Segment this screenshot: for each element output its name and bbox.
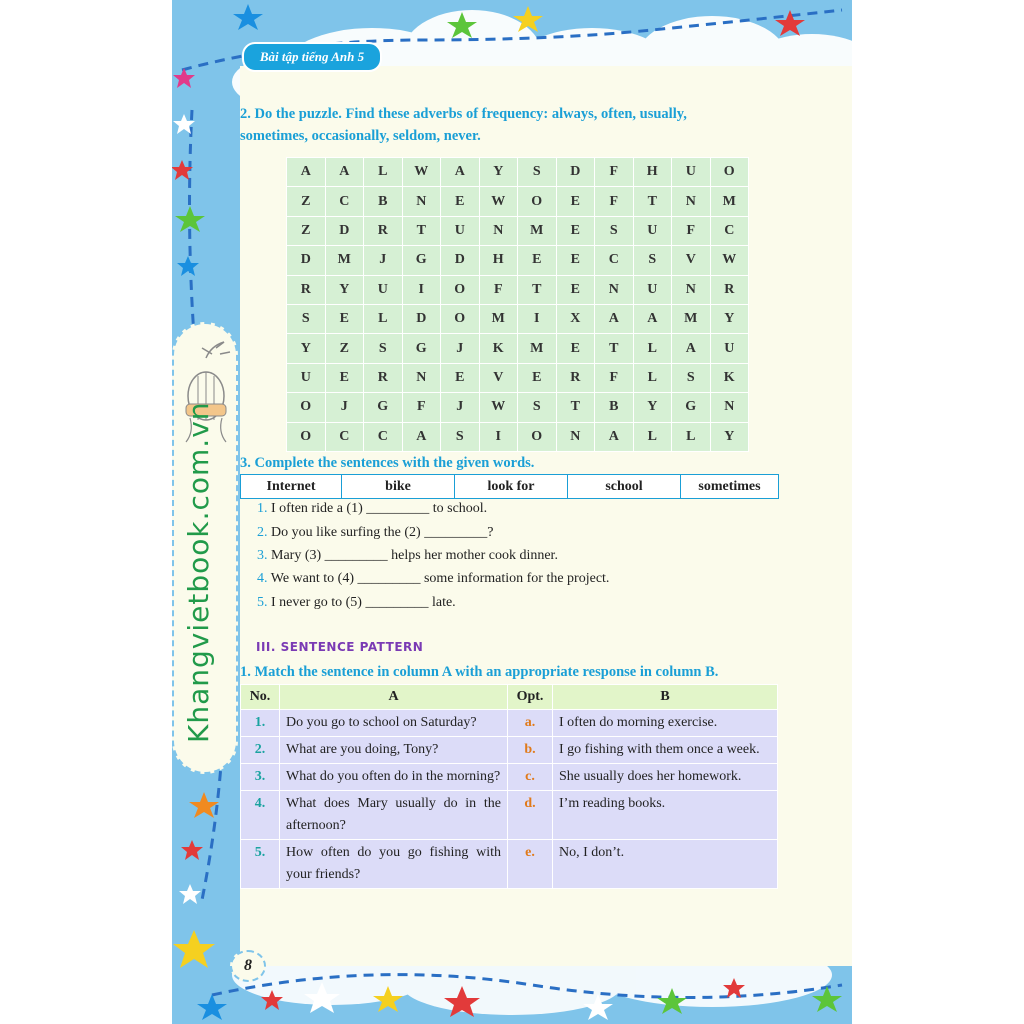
grid-cell: I bbox=[479, 422, 518, 451]
sentence-number: 1. bbox=[257, 501, 268, 516]
row-number: 3. bbox=[241, 764, 280, 791]
grid-cell: S bbox=[364, 334, 403, 363]
sentence-item bbox=[257, 548, 558, 564]
grid-cell: T bbox=[556, 393, 595, 422]
table-row bbox=[241, 710, 778, 737]
grid-cell: S bbox=[441, 422, 480, 451]
grid-cell: L bbox=[633, 422, 672, 451]
grid-cell: H bbox=[479, 246, 518, 275]
grid-cell: G bbox=[402, 246, 441, 275]
grid-cell: R bbox=[287, 275, 326, 304]
option-letter: a. bbox=[508, 710, 553, 737]
grid-cell: C bbox=[595, 246, 634, 275]
row-number: 5. bbox=[241, 840, 280, 889]
grid-cell: U bbox=[633, 216, 672, 245]
grid-cell: L bbox=[633, 363, 672, 392]
sentence-number: 5. bbox=[257, 595, 268, 610]
grid-cell: N bbox=[672, 275, 711, 304]
grid-cell: B bbox=[595, 393, 634, 422]
grid-cell: Y bbox=[710, 304, 749, 333]
grid-row bbox=[287, 363, 749, 392]
word-bank-item: Internet bbox=[241, 475, 342, 499]
grid-cell: L bbox=[633, 334, 672, 363]
grid-cell: G bbox=[364, 393, 403, 422]
grid-cell: C bbox=[364, 422, 403, 451]
grid-cell: T bbox=[518, 275, 557, 304]
grid-cell: E bbox=[518, 246, 557, 275]
column-b-text: I’m reading books. bbox=[553, 791, 778, 840]
star-icon bbox=[179, 884, 201, 904]
grid-cell: M bbox=[672, 304, 711, 333]
star-icon bbox=[173, 930, 215, 968]
grid-cell: A bbox=[402, 422, 441, 451]
word-bank-item: school bbox=[568, 475, 681, 499]
grid-cell: O bbox=[710, 158, 749, 187]
grid-cell: V bbox=[672, 246, 711, 275]
grid-cell: N bbox=[402, 187, 441, 216]
col-header-a: A bbox=[280, 685, 508, 710]
match-title: 1. Match the sentence in column A with an appropriate response in column B. bbox=[240, 664, 719, 680]
table-row bbox=[241, 764, 778, 791]
grid-cell: S bbox=[518, 393, 557, 422]
complete-title: 3. Complete the sentences with the given words. bbox=[240, 455, 535, 471]
grid-cell: E bbox=[441, 187, 480, 216]
grid-cell: A bbox=[287, 158, 326, 187]
grid-cell: F bbox=[479, 275, 518, 304]
grid-cell: N bbox=[556, 422, 595, 451]
grid-cell: Y bbox=[633, 393, 672, 422]
row-number: 2. bbox=[241, 737, 280, 764]
grid-cell: Y bbox=[710, 422, 749, 451]
column-a-text: What do you often do in the morning? bbox=[280, 764, 508, 791]
word-bank-item: sometimes bbox=[681, 475, 779, 499]
grid-cell: M bbox=[710, 187, 749, 216]
grid-cell: O bbox=[518, 187, 557, 216]
grid-cell: W bbox=[479, 187, 518, 216]
sentence-number: 3. bbox=[257, 548, 268, 563]
table-row bbox=[241, 840, 778, 889]
column-a-text: What does Mary usually do in the afternoon? bbox=[280, 791, 508, 840]
grid-cell: D bbox=[556, 158, 595, 187]
grid-row bbox=[287, 158, 749, 187]
sentence-item bbox=[257, 501, 487, 517]
grid-cell: S bbox=[595, 216, 634, 245]
grid-cell: B bbox=[364, 187, 403, 216]
option-letter: e. bbox=[508, 840, 553, 889]
grid-cell: M bbox=[518, 334, 557, 363]
grid-cell: W bbox=[710, 246, 749, 275]
grid-cell: M bbox=[479, 304, 518, 333]
grid-cell: U bbox=[633, 275, 672, 304]
option-letter: c. bbox=[508, 764, 553, 791]
grid-cell: J bbox=[441, 393, 480, 422]
grid-cell: U bbox=[672, 158, 711, 187]
grid-row bbox=[287, 304, 749, 333]
grid-cell: E bbox=[556, 334, 595, 363]
grid-cell: C bbox=[325, 187, 364, 216]
grid-cell: T bbox=[633, 187, 672, 216]
grid-cell: M bbox=[518, 216, 557, 245]
grid-cell: U bbox=[441, 216, 480, 245]
table-row bbox=[241, 791, 778, 840]
column-b-text: I often do morning exercise. bbox=[553, 710, 778, 737]
grid-cell: C bbox=[710, 216, 749, 245]
grid-cell: R bbox=[556, 363, 595, 392]
grid-cell: I bbox=[402, 275, 441, 304]
sentence-item bbox=[257, 571, 609, 587]
grid-cell: E bbox=[518, 363, 557, 392]
workbook-page bbox=[172, 0, 852, 1024]
sentence-text: Do you like surfing the (2) _________? bbox=[271, 525, 494, 540]
option-letter: b. bbox=[508, 737, 553, 764]
column-b-text: No, I don’t. bbox=[553, 840, 778, 889]
grid-cell: G bbox=[402, 334, 441, 363]
grid-cell: H bbox=[633, 158, 672, 187]
star-icon bbox=[233, 4, 263, 30]
grid-row bbox=[287, 334, 749, 363]
grid-cell: E bbox=[325, 363, 364, 392]
grid-cell: E bbox=[556, 216, 595, 245]
grid-cell: E bbox=[441, 363, 480, 392]
grid-cell: L bbox=[672, 422, 711, 451]
grid-cell: A bbox=[595, 422, 634, 451]
grid-cell: U bbox=[710, 334, 749, 363]
grid-row bbox=[287, 216, 749, 245]
word-bank-item: bike bbox=[342, 475, 455, 499]
grid-cell: A bbox=[672, 334, 711, 363]
column-a-text: Do you go to school on Saturday? bbox=[280, 710, 508, 737]
grid-cell: O bbox=[287, 393, 326, 422]
grid-cell: K bbox=[479, 334, 518, 363]
grid-cell: O bbox=[441, 304, 480, 333]
option-letter: d. bbox=[508, 791, 553, 840]
grid-cell: E bbox=[325, 304, 364, 333]
grid-cell: L bbox=[364, 158, 403, 187]
sentence-text: We want to (4) _________ some information for the project. bbox=[270, 571, 610, 586]
table-row bbox=[241, 737, 778, 764]
grid-cell: Z bbox=[287, 187, 326, 216]
grid-cell: D bbox=[287, 246, 326, 275]
column-b-text: She usually does her homework. bbox=[553, 764, 778, 791]
grid-cell: F bbox=[595, 187, 634, 216]
grid-cell: N bbox=[402, 363, 441, 392]
star-icon bbox=[173, 68, 195, 88]
page-number: 8 bbox=[230, 950, 266, 982]
grid-cell: N bbox=[672, 187, 711, 216]
grid-cell: U bbox=[364, 275, 403, 304]
grid-cell: Y bbox=[287, 334, 326, 363]
brand-watermark: Khangvietbook.com.vn bbox=[182, 401, 215, 743]
star-icon bbox=[177, 256, 199, 276]
grid-cell: K bbox=[710, 363, 749, 392]
row-number: 1. bbox=[241, 710, 280, 737]
grid-cell: N bbox=[710, 393, 749, 422]
grid-cell: D bbox=[325, 216, 364, 245]
grid-row bbox=[287, 422, 749, 451]
grid-cell: W bbox=[479, 393, 518, 422]
grid-cell: R bbox=[364, 363, 403, 392]
grid-cell: F bbox=[595, 158, 634, 187]
grid-cell: A bbox=[633, 304, 672, 333]
column-a-text: How often do you go fishing with your friends? bbox=[280, 840, 508, 889]
grid-cell: R bbox=[710, 275, 749, 304]
grid-cell: A bbox=[441, 158, 480, 187]
grid-cell: I bbox=[518, 304, 557, 333]
word-bank bbox=[240, 474, 779, 499]
puzzle-title-line2: sometimes, occasionally, seldom, never. bbox=[240, 128, 481, 144]
sentence-item bbox=[257, 595, 456, 611]
section-heading: III. SENTENCE PATTERN bbox=[256, 640, 424, 654]
col-header-no: No. bbox=[241, 685, 280, 710]
grid-cell: M bbox=[325, 246, 364, 275]
grid-cell: Y bbox=[479, 158, 518, 187]
grid-cell: Y bbox=[325, 275, 364, 304]
sentence-item bbox=[257, 525, 493, 541]
star-icon bbox=[775, 10, 805, 36]
grid-cell: O bbox=[441, 275, 480, 304]
grid-cell: N bbox=[595, 275, 634, 304]
grid-cell: F bbox=[672, 216, 711, 245]
column-a-text: What are you doing, Tony? bbox=[280, 737, 508, 764]
book-title-badge: Bài tập tiếng Anh 5 bbox=[242, 42, 382, 72]
row-number: 4. bbox=[241, 791, 280, 840]
grid-cell: Z bbox=[325, 334, 364, 363]
grid-cell: S bbox=[287, 304, 326, 333]
grid-cell: G bbox=[672, 393, 711, 422]
puzzle-title-line1: 2. Do the puzzle. Find these adverbs of frequency: always, often, usually, bbox=[240, 106, 687, 122]
grid-cell: W bbox=[402, 158, 441, 187]
grid-cell: J bbox=[441, 334, 480, 363]
grid-cell: A bbox=[595, 304, 634, 333]
grid-cell: N bbox=[479, 216, 518, 245]
grid-cell: J bbox=[325, 393, 364, 422]
grid-row bbox=[287, 393, 749, 422]
grid-cell: C bbox=[325, 422, 364, 451]
grid-row bbox=[287, 275, 749, 304]
grid-row bbox=[287, 246, 749, 275]
grid-cell: J bbox=[364, 246, 403, 275]
grid-cell: L bbox=[364, 304, 403, 333]
col-header-b: B bbox=[553, 685, 778, 710]
grid-cell: O bbox=[518, 422, 557, 451]
grid-cell: E bbox=[556, 187, 595, 216]
sentence-text: I never go to (5) _________ late. bbox=[271, 595, 456, 610]
grid-cell: S bbox=[672, 363, 711, 392]
grid-cell: D bbox=[402, 304, 441, 333]
table-header-row bbox=[241, 685, 778, 710]
sentence-number: 2. bbox=[257, 525, 268, 540]
grid-cell: T bbox=[595, 334, 634, 363]
sentence-number: 4. bbox=[257, 571, 268, 586]
grid-cell: A bbox=[325, 158, 364, 187]
grid-cell: E bbox=[556, 246, 595, 275]
star-icon bbox=[175, 206, 205, 232]
grid-cell: T bbox=[402, 216, 441, 245]
grid-cell: S bbox=[633, 246, 672, 275]
grid-cell: V bbox=[479, 363, 518, 392]
grid-cell: X bbox=[556, 304, 595, 333]
grid-cell: O bbox=[287, 422, 326, 451]
star-icon bbox=[181, 840, 203, 860]
grid-cell: Z bbox=[287, 216, 326, 245]
col-header-opt: Opt. bbox=[508, 685, 553, 710]
column-b-text: I go fishing with them once a week. bbox=[553, 737, 778, 764]
word-bank-item: look for bbox=[455, 475, 568, 499]
sentence-text: Mary (3) _________ helps her mother cook dinner. bbox=[271, 548, 558, 563]
matching-table bbox=[240, 684, 778, 889]
grid-cell: E bbox=[556, 275, 595, 304]
grid-cell: D bbox=[441, 246, 480, 275]
grid-cell: U bbox=[287, 363, 326, 392]
grid-cell: F bbox=[402, 393, 441, 422]
grid-row bbox=[287, 187, 749, 216]
grid-cell: R bbox=[364, 216, 403, 245]
grid-cell: S bbox=[518, 158, 557, 187]
star-icon bbox=[197, 994, 227, 1020]
sentence-text: I often ride a (1) _________ to school. bbox=[271, 501, 488, 516]
grid-cell: F bbox=[595, 363, 634, 392]
word-search-grid bbox=[286, 157, 749, 452]
